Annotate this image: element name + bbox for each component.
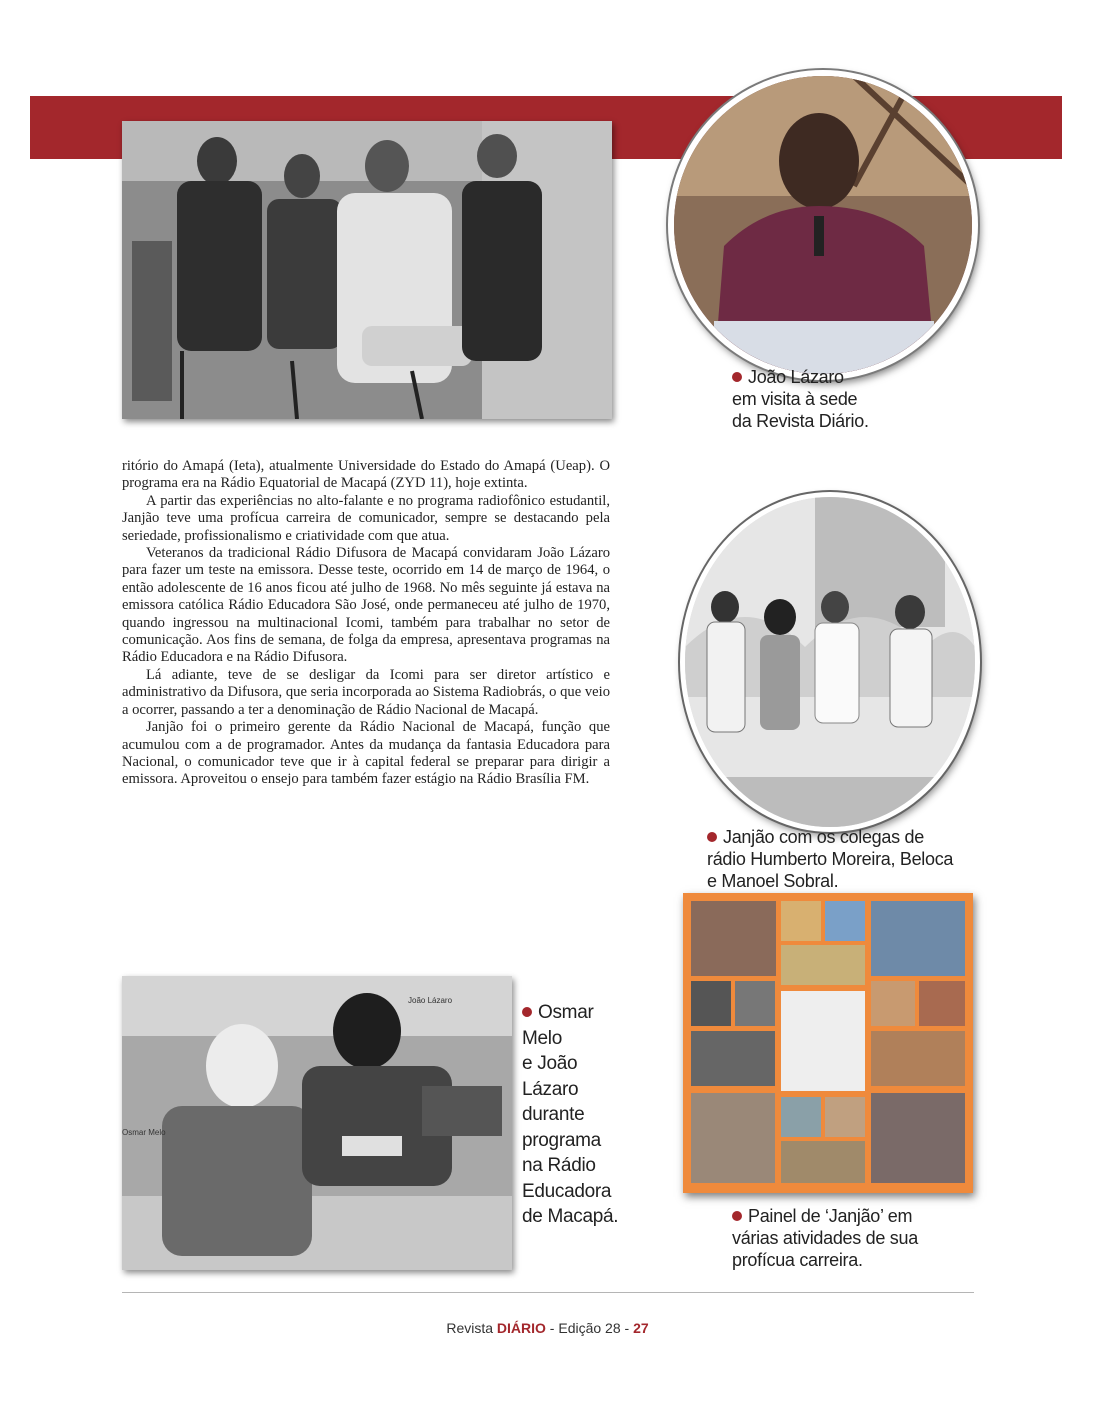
page-footer: Revista DIÁRIO - Edição 28 - 27 — [446, 1320, 649, 1336]
photo-label-osmar: Osmar Melo — [122, 1128, 166, 1137]
footer-brand: DIÁRIO — [496, 1320, 546, 1336]
article-paragraph: Veteranos da tradicional Rádio Difusora de Macapá convidaram João Lázaro para fazer um teste na emissora. Desse teste, ocorrido em 14 de março de 1964, o então adolescente de 16 anos ficou até julho de 1968. No mês seguinte já estava na emissora católica Rádio Educadora São José, onde permaneceu até julho de 1970, quando ingressou na multinacional Icomi, também para trabalhar no setor de comunicação. Aos fins de semana, de folga da empresa, apresentava programas na Rádio Educadora e na Rádio Difusora. — [122, 545, 610, 666]
radio-studio-photo — [122, 976, 512, 1270]
caption-visit: João Lázaro em visita à sede da Revista Diário. — [732, 367, 869, 431]
colleagues-ellipse-photo — [680, 492, 980, 832]
caption-colleagues: Janjão com os colegas de rádio Humberto Moreira, Beloca e Manoel Sobral. — [707, 827, 954, 891]
article-paragraph: Lá adiante, teve de se desligar da Icomi para ser diretor artístico e administrativo da Difusora, que seria incorporada ao Sistema Radiobrás, o que veio a ocorrer, passando a ter a denominação de Rádio Nacional de Macapá. — [122, 666, 610, 718]
caption-program: Osmar Melo e João Lázaro durante programa na Rádio Educadora de Macapá. — [522, 1002, 619, 1227]
page-number: 27 — [633, 1320, 649, 1336]
caption-bullet-icon — [732, 1211, 742, 1221]
portrait-circle-photo — [668, 70, 978, 380]
article-body — [122, 458, 610, 789]
photo-label-joao: João Lázaro — [408, 996, 453, 1005]
caption-bullet-icon — [522, 1007, 532, 1017]
article-paragraph: A partir das experiências no alto-falante e no programa radiofônico estudantil, Janjão teve uma profícua carreira de comunicador, sempre se destacando pela seriedade, profissionalismo e criatividade com que atua. — [122, 492, 610, 544]
caption-bullet-icon — [732, 372, 742, 382]
caption-bullet-icon — [707, 832, 717, 842]
caption-panel: Painel de ‘Janjão’ em várias atividades de sua profícua carreira. — [732, 1206, 918, 1270]
article-paragraph: Janjão foi o primeiro gerente da Rádio Nacional de Macapá, função que acumulou com a de programador. Antes da mudança da fantasia Educadora para Nacional, o comunicador teve que ir à capital federal se preparar para dirigir a emissora. Aproveitou o ensejo para também fazer estágio na Rádio Brasília FM. — [122, 719, 610, 788]
photo-audience-bw — [122, 121, 612, 419]
article-paragraph: ritório do Amapá (Ieta), atualmente Universidade do Estado do Amapá (Ueap). O programa era na Rádio Equatorial de Macapá (ZYD 11), hoje extinta. — [122, 458, 610, 492]
career-collage — [683, 893, 973, 1193]
footer-divider — [122, 1292, 974, 1293]
